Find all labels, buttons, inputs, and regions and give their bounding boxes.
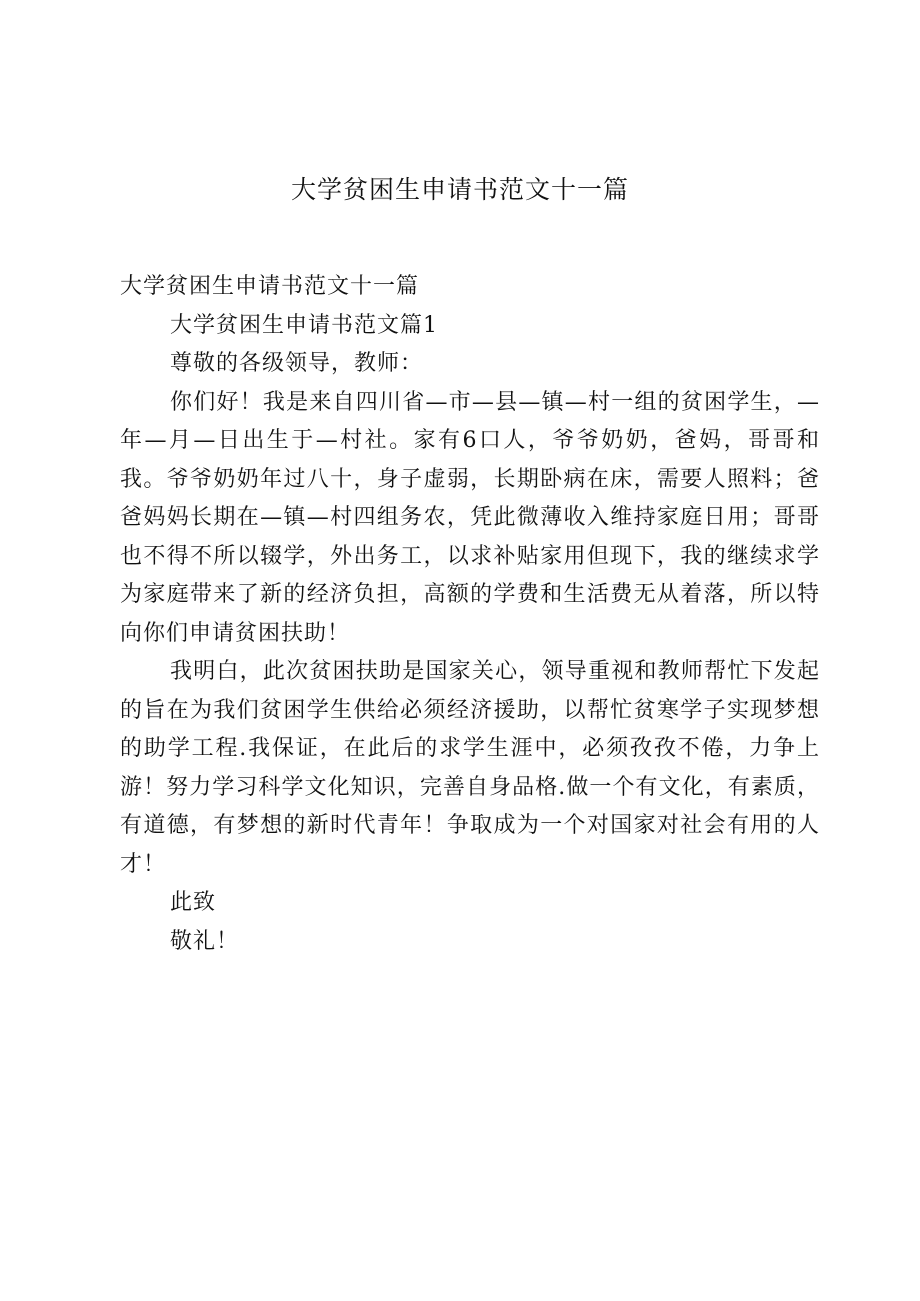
salutation: 尊敬的各级领导，教师： xyxy=(170,351,424,376)
document-body xyxy=(120,268,820,961)
paragraph-1: 你们好！我是来自四川省—市—县—镇—村一组的贫困学生，—年—月—日出生于—村社。家有6口人，爷爷奶奶，爸妈，哥哥和我。爷爷奶奶年过八十，身子虚弱，长期卧病在床，需要人照料；爸爸妈妈长期在—镇—村四组务农，凭此微薄收入维持家庭日用；哥哥也不得不所以辍学，外出务工，以求补贴家用但现下，我的继续求学为家庭带来了新的经济负担，高额的学费和生活费无从着落，所以特向你们申请贫困扶助！ xyxy=(120,389,820,646)
document-subtitle: 大学贫困生申请书范文十一篇 xyxy=(120,274,420,299)
paragraph-2: 我明白，此次贫困扶助是国家关心，领导重视和教师帮忙下发起的旨在为我们贫困学生供给必须经济援助，以帮忙贫寒学子实现梦想的助学工程.我保证，在此后的求学生涯中，必须孜孜不倦，力争上游！努力学习科学文化知识，完善自身品格.做一个有文化，有素质，有道德，有梦想的新时代青年！争取成为一个对国家对社会有用的人才！ xyxy=(120,659,820,877)
closing-ci-zhi: 此致 xyxy=(170,890,217,915)
document-title: 大学贫困生申请书范文十一篇 xyxy=(290,175,629,204)
section-heading: 大学贫困生申请书范文篇1 xyxy=(170,312,438,338)
closing-jing-li: 敬礼！ xyxy=(170,928,240,954)
